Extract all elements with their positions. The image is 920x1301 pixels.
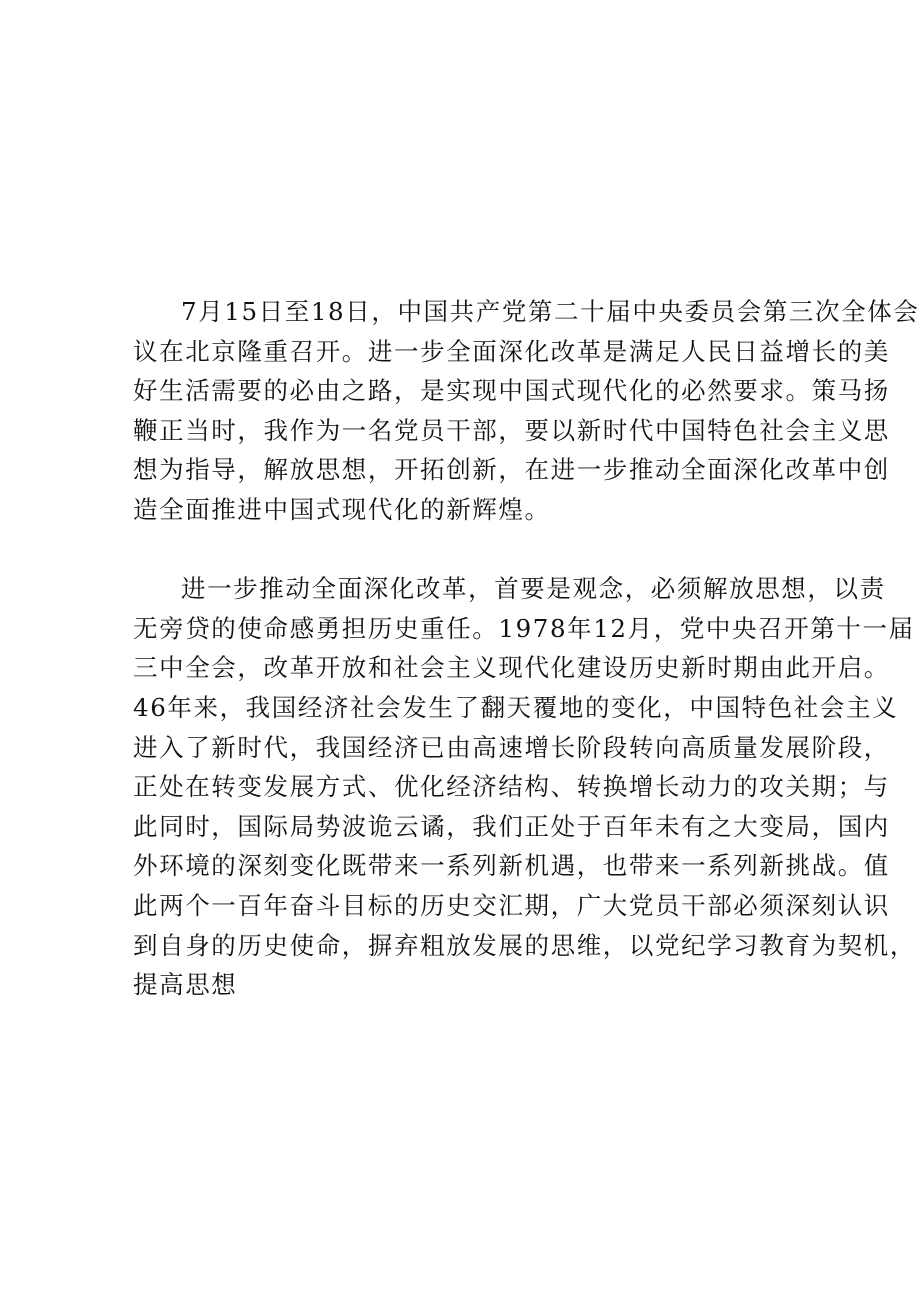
paragraph-1 <box>133 292 920 530</box>
text-line: 进入了新时代，我国经济已由高速增长阶段转向高质量发展阶段， <box>133 732 890 762</box>
text-line: 外环境的深刻变化既带来一系列新机遇，也带来一系列新挑战。值 <box>133 851 890 881</box>
text-line: 此两个一百年奋斗目标的历史交汇期，广大党员干部必须深刻认识 <box>133 890 890 920</box>
body-text <box>133 292 920 1005</box>
text-line: 三中全会，改革开放和社会主义现代化建设历史新时期由此开启。 <box>133 653 890 683</box>
text-line: 正处在转变发展方式、优化经济结构、转换增长动力的攻关期；与 <box>133 772 890 802</box>
text-line: 鞭正当时，我作为一名党员干部，要以新时代中国特色社会主义思 <box>133 415 890 445</box>
text-line: 议在北京隆重召开。进一步全面深化改革是满足人民日益增长的美 <box>133 336 890 366</box>
paragraph-spacer <box>133 530 801 570</box>
text-line: 提高思想 <box>133 970 238 1000</box>
text-line: 7月15日至18日，中国共产党第二十届中央委员会第三次全体会 <box>181 297 920 326</box>
text-line: 好生活需要的必由之路，是实现中国式现代化的必然要求。策马扬 <box>133 376 890 406</box>
text-line: 进一步推动全面深化改革，首要是观念，必须解放思想，以责 <box>181 574 886 604</box>
text-line: 46年来，我国经济社会发生了翻天覆地的变化，中国特色社会主义 <box>133 692 899 722</box>
paragraph-2 <box>133 569 916 1005</box>
text-line: 想为指导，解放思想，开拓创新，在进一步推动全面深化改革中创 <box>133 455 890 485</box>
text-line: 造全面推进中国式现代化的新辉煌。 <box>133 494 551 524</box>
text-line: 到自身的历史使命，摒弃粗放发展的思维，以党纪学习教育为契机， <box>133 930 916 960</box>
text-line: 无旁贷的使命感勇担历史重任。1978年12月，党中央召开第十一届 <box>133 613 915 643</box>
text-line: 此同时，国际局势波诡云谲，我们正处于百年未有之大变局，国内 <box>133 811 890 841</box>
